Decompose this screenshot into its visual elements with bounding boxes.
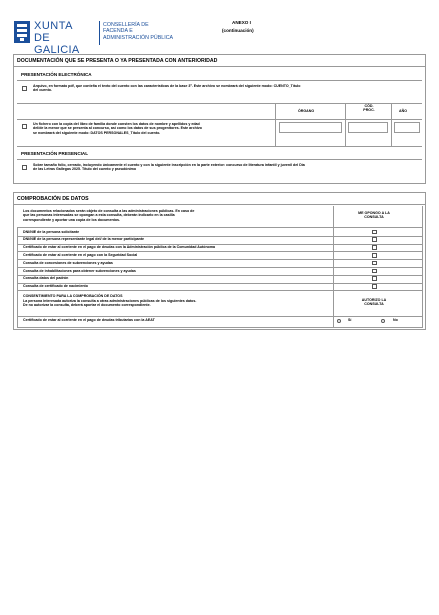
xunta-emblem-icon (14, 21, 30, 43)
annex-continuation: (continuación) (222, 28, 254, 33)
item-family-book-text: Un fichero con la copia del libro de familia donde consten los datos de nombre y apellidos y edad del/de la menor que se presenta al concurso, así como los datos de sus progenitores. Este archivo se nombrará del siguiente modo: DATOS PERSONALES_Título del cuento. (33, 122, 202, 135)
verification-row-oppose-checkbox[interactable] (372, 269, 377, 274)
aeat-yes-radio[interactable] (337, 319, 341, 323)
verification-row-label: Consulta de inhabilitaciones para obtener subvenciones y ayudas (23, 268, 136, 273)
consent-text: La persona interesada autoriza la consulta a otras administraciones públicas de los siguientes datos. De no autorizar la consulta, deberá aportar el documento correspondiente. (23, 299, 197, 308)
annex-title: ANEXO I (232, 20, 251, 25)
documentation-title: DOCUMENTACIÓN QUE SE PRESENTA O YA PRESENTADA CON ANTERIORIDAD (17, 58, 218, 64)
verification-row-oppose-checkbox[interactable] (372, 276, 377, 281)
verification-row-oppose-checkbox[interactable] (372, 253, 377, 258)
electronic-heading: PRESENTACIÓN ELECTRÓNICA (21, 72, 92, 77)
column-code: CÓD. PROC. (363, 104, 375, 113)
verification-row-label: Consulta de certificado de nacimiento (23, 284, 88, 289)
item-story-pdf-text: Arquivo, en formato pdf, que conteña el texto del cuento con las características de la base 3ª. Este archivo se nombrará del siguiente modo: CUENTO_Título del cuento. (33, 84, 301, 93)
verification-row-oppose-checkbox[interactable] (372, 237, 377, 242)
aeat-yes-label: Sí (348, 318, 352, 322)
organ-input[interactable] (279, 122, 342, 133)
item-envelope-text: Sobre tamaño folio, cerrado, incluyendo únicamente el cuento y con la siguiente inscripción en la parte exterior: concurso de literatura infantil y juvenil del Día de las Letras Gallegas 2025. Título del cuento y pseudónimo (33, 163, 305, 172)
item-envelope-checkbox[interactable] (22, 165, 27, 170)
item-family-book-checkbox[interactable] (22, 124, 27, 129)
authorize-header: AUTORIZO LA CONSULTA (361, 298, 387, 307)
column-year: AÑO (399, 109, 407, 113)
xunta-logo (14, 20, 98, 56)
verification-row-label: Certificado de estar al corriente en el pago con la Seguridad Social (23, 252, 138, 257)
verification-row-label: DNI/NIE de la persona solicitante (23, 229, 80, 234)
aeat-row-label: Certificado de estar al corriente en el pago de deudas tributarias con la AEAT (23, 318, 155, 322)
aeat-no-label: No (393, 318, 398, 322)
presential-heading: PRESENTACIÓN PRESENCIAL (21, 151, 89, 156)
department-line2: FACENDA E (103, 28, 133, 35)
department-name (103, 22, 173, 41)
verification-row-label: Certificado de estar al corriente en el pago de deudas con la Administración pública de la Comunidad Autónoma (23, 245, 216, 250)
verification-row-label: Consulta datos del padrón (23, 276, 69, 281)
verification-title: COMPROBACIÓN DE DATOS (17, 196, 89, 202)
code-input[interactable] (348, 122, 388, 133)
logo-line1: XUNTA (34, 20, 73, 32)
verification-row-label: DNI/NIE de la persona representante legal del/ de la menor participante (23, 237, 145, 242)
column-organ: ÓRGANO (298, 109, 315, 113)
year-input[interactable] (394, 122, 420, 133)
logo-divider (99, 21, 100, 45)
verification-row-oppose-checkbox[interactable] (372, 284, 377, 289)
verification-row-oppose-checkbox[interactable] (372, 261, 377, 266)
verification-row-label: Consulta de concesiones de subvenciones y ayudas (23, 260, 113, 265)
department-line3: ADMINISTRACIÓN PÚBLICA (103, 34, 174, 41)
consent-title: CONSENTIMIENTO PARA LA COMPROBACIÓN DE DATOS (23, 294, 123, 298)
logo-line2: DE GALICIA (34, 32, 80, 56)
verification-intro: Los documentos relacionados serán objeto de consulta a las administraciones públicas. En caso de que las personas interesadas se opongan a esta consulta, deberán indicarlo en la casilla correspondiente y aportar una copia de los documentos. (23, 209, 195, 222)
oppose-header: ME OPONGO A LA CONSULTA (358, 211, 390, 220)
verification-row-oppose-checkbox[interactable] (372, 245, 377, 250)
aeat-no-radio[interactable] (381, 319, 385, 323)
verification-row-oppose-checkbox[interactable] (372, 230, 377, 235)
item-story-pdf-checkbox[interactable] (22, 86, 27, 91)
department-line1: CONSELLERÍA DE (103, 22, 149, 28)
